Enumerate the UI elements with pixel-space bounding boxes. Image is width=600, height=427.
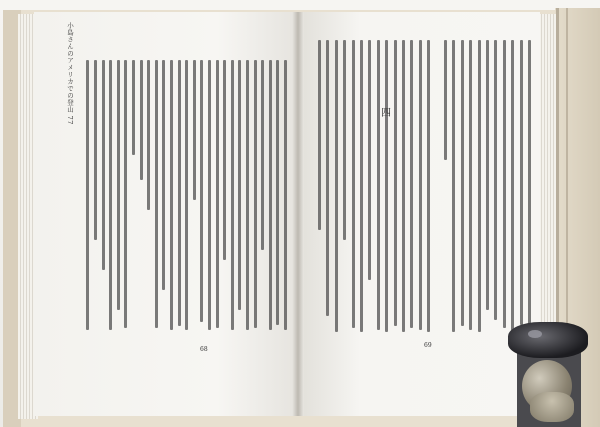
running-header: 小島さんのアメリカでの登山 77 xyxy=(66,22,74,125)
text-line-placeholder xyxy=(352,40,355,328)
section-numeral: 四 xyxy=(381,108,391,119)
page-number-left: 68 xyxy=(200,346,208,353)
text-line-placeholder xyxy=(124,60,127,328)
text-line-placeholder xyxy=(170,60,173,330)
text-line-placeholder xyxy=(520,40,523,325)
text-line-placeholder xyxy=(410,40,413,328)
text-line-placeholder xyxy=(132,60,135,155)
text-line-placeholder xyxy=(385,40,388,332)
text-line-placeholder xyxy=(486,40,489,310)
text-line-placeholder xyxy=(377,40,380,330)
text-line-placeholder xyxy=(117,60,120,310)
text-line-placeholder xyxy=(231,60,234,330)
text-line-placeholder xyxy=(444,40,447,160)
text-line-placeholder xyxy=(261,60,264,250)
text-line-placeholder xyxy=(511,40,514,332)
text-line-placeholder xyxy=(193,60,196,200)
text-line-placeholder xyxy=(86,60,89,330)
text-line-placeholder xyxy=(109,60,112,330)
pedestal-highlight xyxy=(528,330,542,338)
text-line-placeholder xyxy=(360,40,363,332)
text-line-placeholder xyxy=(155,60,158,328)
text-line-placeholder xyxy=(503,40,506,328)
text-line-placeholder xyxy=(452,40,455,332)
book-gutter xyxy=(292,12,304,416)
text-line-placeholder xyxy=(238,60,241,310)
text-line-placeholder xyxy=(427,40,430,332)
text-line-placeholder xyxy=(494,40,497,320)
text-line-placeholder xyxy=(318,40,321,230)
text-line-placeholder xyxy=(216,60,219,328)
text-line-placeholder xyxy=(254,60,257,328)
text-line-placeholder xyxy=(178,60,181,326)
text-line-placeholder xyxy=(368,40,371,280)
text-line-placeholder xyxy=(284,60,287,330)
text-line-placeholder xyxy=(185,60,188,330)
text-line-placeholder xyxy=(246,60,249,330)
text-line-placeholder xyxy=(276,60,279,325)
text-line-placeholder xyxy=(469,40,472,330)
text-line-placeholder xyxy=(394,40,397,326)
text-line-placeholder xyxy=(343,40,346,240)
text-line-placeholder xyxy=(162,60,165,290)
text-line-placeholder xyxy=(208,60,211,330)
text-line-placeholder xyxy=(419,40,422,330)
text-line-placeholder xyxy=(335,40,338,332)
metal-ornament-base xyxy=(530,392,574,422)
text-line-placeholder xyxy=(402,40,405,332)
text-line-placeholder xyxy=(461,40,464,326)
text-line-placeholder xyxy=(140,60,143,180)
stone-pedestal-top xyxy=(508,322,588,358)
text-line-placeholder xyxy=(102,60,105,270)
text-line-placeholder xyxy=(326,40,329,316)
text-line-placeholder xyxy=(223,60,226,260)
text-line-placeholder xyxy=(528,40,531,330)
text-line-placeholder xyxy=(200,60,203,322)
text-line-placeholder xyxy=(94,60,97,240)
page-number-right: 69 xyxy=(424,342,432,349)
text-line-placeholder xyxy=(269,60,272,330)
text-line-placeholder xyxy=(147,60,150,210)
text-line-placeholder xyxy=(478,40,481,332)
